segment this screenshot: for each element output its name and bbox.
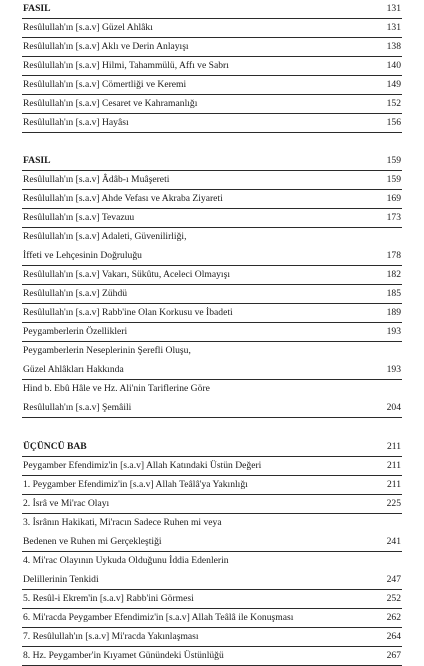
toc-entry [22, 380, 402, 399]
entry-title: Resûlullah'ın [s.a.v] Hilmi, Tahammülü, Affı ve Sabrı [23, 60, 229, 71]
entry-page-number: 152 [386, 98, 401, 109]
toc-section [22, 438, 402, 666]
toc-entry [22, 533, 402, 552]
toc-entry [22, 495, 402, 514]
toc-entry [22, 457, 402, 476]
entry-page-number: 185 [386, 288, 401, 299]
entry-page-number: 189 [386, 307, 401, 318]
entry-page-number: 193 [386, 326, 401, 337]
toc-entry [22, 57, 402, 76]
toc-entry [22, 609, 402, 628]
entry-title: Resûlullah'ın [s.a.v] Cömertliği ve Keremi [23, 79, 187, 90]
entry-title: Resûlullah'ın [s.a.v] Ahde Vefası ve Akraba Ziyareti [23, 193, 223, 204]
entry-title: Resûlullah'ın [s.a.v] Âdâb-ı Muâşereti [23, 174, 170, 185]
toc-entry [22, 628, 402, 647]
entry-title: Resûlullah'ın [s.a.v] Aklı ve Derin Anlayışı [23, 41, 189, 52]
entry-page-number: 138 [386, 41, 401, 52]
toc-entry [22, 323, 402, 342]
entry-page-number: 159 [386, 174, 401, 185]
entry-page-number: 204 [386, 402, 401, 413]
toc-entry [22, 342, 402, 361]
toc-entry [22, 571, 402, 590]
entry-title: İffeti ve Lehçesinin Doğruluğu [23, 250, 142, 261]
entry-title: Delillerinin Tenkidi [23, 574, 99, 585]
entry-title: 2. İsrâ ve Mi'rac Olayı [23, 498, 110, 509]
section-heading [22, 152, 402, 171]
toc-section [22, 152, 402, 418]
toc-entry [22, 647, 402, 666]
entry-page-number: 169 [386, 193, 401, 204]
toc-entry [22, 190, 402, 209]
section-heading [22, 438, 402, 457]
toc-entry [22, 514, 402, 533]
entry-title: Resûlullah'ın [s.a.v] Zühdü [23, 288, 128, 299]
toc-entry [22, 171, 402, 190]
toc-entry [22, 228, 402, 247]
entry-title: ÜÇÜNCÜ BAB [23, 441, 87, 452]
entry-title: Resûlullah'ın [s.a.v] Tevazuu [23, 212, 135, 223]
entry-title: Peygamberlerin Neseplerinin Şerefli Oluşu, [23, 345, 191, 356]
entry-title: Peygamber Efendimiz'in [s.a.v] Allah Katındaki Üstün Değeri [23, 460, 262, 471]
entry-page-number: 159 [386, 155, 401, 166]
entry-title: FASIL [23, 155, 51, 166]
toc-entry [22, 95, 402, 114]
toc-entry [22, 266, 402, 285]
table-of-contents [22, 0, 402, 666]
entry-title: Bedenen ve Ruhen mi Gerçekleştiği [23, 536, 162, 547]
entry-page-number: 211 [386, 441, 401, 452]
entry-title: Resûlullah'ın [s.a.v] Vakarı, Sükûtu, Aceleci Olmayışı [23, 269, 230, 280]
toc-entry [22, 114, 402, 133]
entry-title: 3. İsrânın Hakikati, Mi'racın Sadece Ruhen mi veya [23, 517, 222, 528]
entry-page-number: 264 [386, 631, 401, 642]
entry-page-number: 173 [386, 212, 401, 223]
entry-page-number: 262 [386, 612, 401, 623]
entry-title: 5. Resûl-i Ekrem'in [s.a.v] Rabb'ini Görmesi [23, 593, 194, 604]
entry-page-number: 241 [386, 536, 401, 547]
entry-title: 6. Mi'racda Peygamber Efendimiz'in [s.a.v] Allah Teâlâ ile Konuşması [23, 612, 294, 623]
toc-entry [22, 304, 402, 323]
entry-page-number: 131 [386, 22, 401, 33]
toc-entry [22, 209, 402, 228]
entry-page-number: 267 [386, 650, 401, 661]
entry-title: Peygamberlerin Özellikleri [23, 326, 128, 337]
entry-page-number: 182 [386, 269, 401, 280]
entry-page-number: 211 [386, 479, 401, 490]
entry-page-number: 140 [386, 60, 401, 71]
toc-entry [22, 399, 402, 418]
entry-page-number: 131 [386, 3, 401, 14]
toc-entry [22, 76, 402, 95]
toc-entry [22, 247, 402, 266]
entry-title: Resûlullah'ın [s.a.v] Hayâsı [23, 117, 129, 128]
entry-title: Resûlullah'ın [s.a.v] Güzel Ahlâkı [23, 22, 153, 33]
entry-page-number: 225 [386, 498, 401, 509]
toc-entry [22, 38, 402, 57]
entry-page-number: 247 [386, 574, 401, 585]
entry-title: Resûlullah'ın [s.a.v] Cesaret ve Kahramanlığı [23, 98, 198, 109]
entry-title: 7. Resûlullah'ın [s.a.v] Mi'racda Yakınlaşması [23, 631, 199, 642]
section-spacer [22, 418, 402, 438]
entry-title: Güzel Ahlâkları Hakkında [23, 364, 124, 375]
entry-title: Resûlullah'ın [s.a.v] Adaleti, Güvenilirliği, [23, 231, 187, 242]
section-spacer [22, 133, 402, 152]
entry-page-number: 149 [386, 79, 401, 90]
toc-entry [22, 285, 402, 304]
entry-title: 4. Mi'rac Olayının Uykuda Olduğunu İddia Edenlerin [23, 555, 229, 566]
entry-title: Resûlullah'ın [s.a.v] Rabb'ine Olan Korkusu ve İbadeti [23, 307, 233, 318]
entry-page-number: 156 [386, 117, 401, 128]
entry-title: Hind b. Ebû Hâle ve Hz. Ali'nin Tariflerine Göre [23, 383, 210, 394]
entry-title: 8. Hz. Peygamber'in Kıyamet Günündeki Üstünlüğü [23, 650, 224, 661]
entry-title: Resûlullah'ın [s.a.v] Şemâili [23, 402, 132, 413]
entry-title: FASIL [23, 3, 51, 14]
entry-page-number: 193 [386, 364, 401, 375]
section-heading [22, 0, 402, 19]
toc-entry [22, 476, 402, 495]
entry-page-number: 252 [386, 593, 401, 604]
toc-entry [22, 19, 402, 38]
toc-entry [22, 552, 402, 571]
entry-title: 1. Peygamber Efendimiz'in [s.a.v] Allah Teâlâ'ya Yakınlığı [23, 479, 248, 490]
toc-entry [22, 361, 402, 380]
entry-page-number: 178 [386, 250, 401, 261]
toc-section [22, 0, 402, 133]
entry-page-number: 211 [386, 460, 401, 471]
